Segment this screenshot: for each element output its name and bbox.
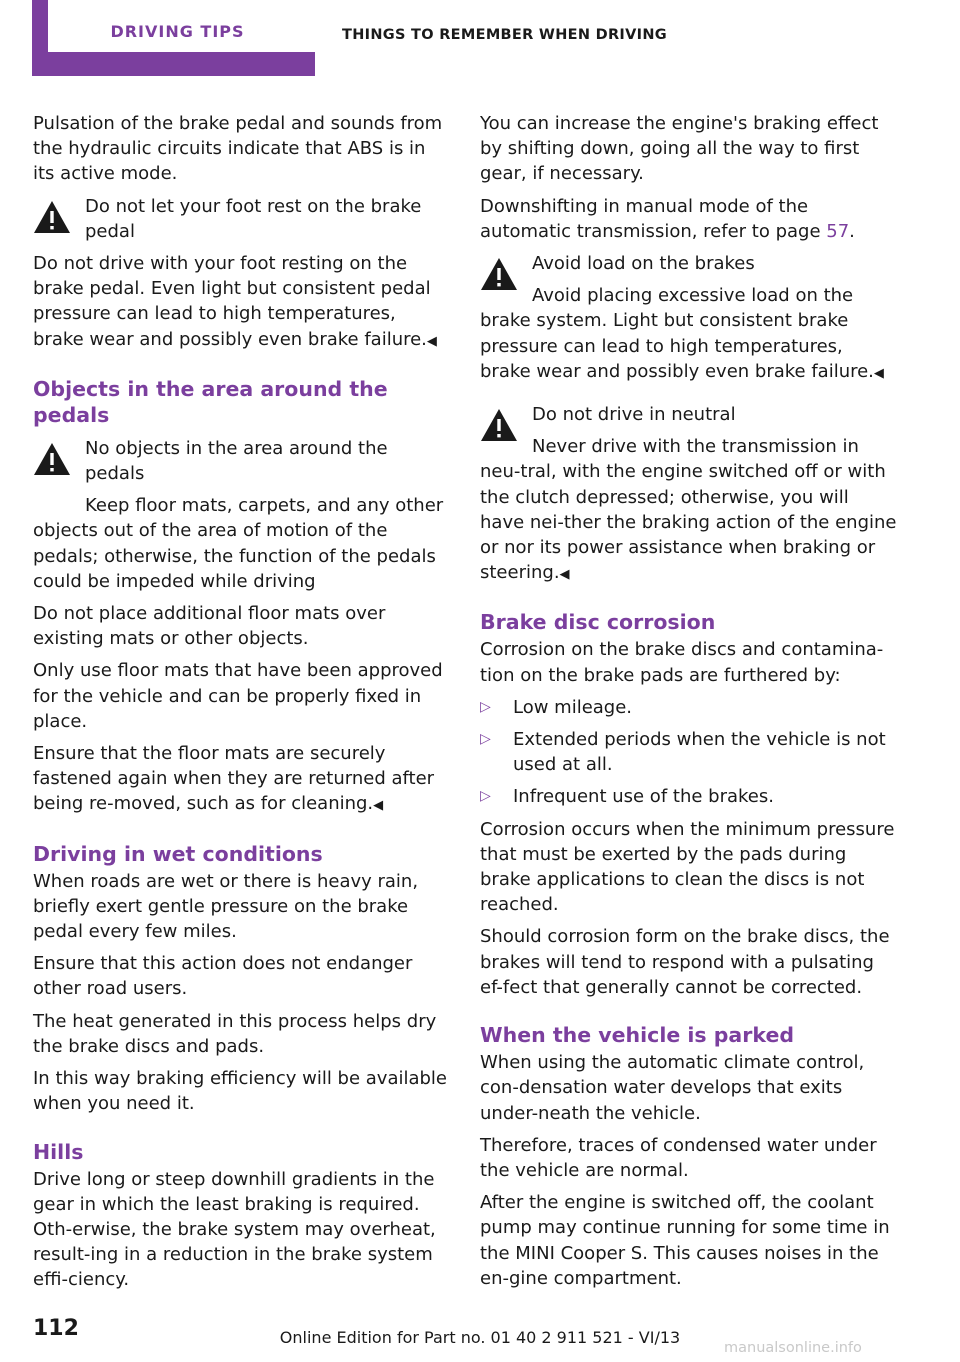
corrosion-bullet-list bbox=[480, 695, 898, 810]
heading-wet-conditions: Driving in wet conditions bbox=[33, 841, 323, 866]
paragraph: Therefore, traces of condensed water under the vehicle are normal. bbox=[480, 1134, 877, 1181]
paragraph: Should corrosion form on the brake discs, the brakes will tend to respond with a pulsating ef-fect that generally cannot be corrected. bbox=[480, 926, 890, 998]
paragraph: Drive long or steep downhill gradients in the gear in which the least braking is required. Oth-erwise, the brake system may overheat, result-ing in a reduction in the brake system effi-ciency. bbox=[33, 1168, 436, 1291]
watermark: manualsonline.info bbox=[724, 1340, 862, 1356]
warning-neutral bbox=[480, 402, 898, 587]
page-reference-link[interactable]: 57 bbox=[826, 220, 850, 242]
warning-triangle-icon bbox=[480, 408, 518, 442]
triangle-bullet-icon: ▷ bbox=[480, 698, 491, 715]
warning-body: Never drive with the transmission in neu-tral, with the engine switched off or with the clutch depressed; otherwise, you will have nei-ther the braking action of the engine or nor its power assistance when braking or steering.◀ bbox=[480, 436, 897, 584]
list-item: ▷ Low mileage. bbox=[480, 695, 898, 720]
list-item: ▷ Infrequent use of the brakes. bbox=[480, 784, 898, 809]
paragraph: After the engine is switched off, the coolant pump may continue running for some time in the MINI Cooper S. This causes noises in the en-gine compartment. bbox=[480, 1192, 890, 1289]
warning-title: Do not drive in neutral bbox=[532, 404, 736, 426]
warning-triangle-icon bbox=[33, 442, 71, 476]
section-tab-label: DRIVING TIPS bbox=[110, 22, 245, 41]
end-mark: ◀ bbox=[373, 798, 384, 814]
paragraph: Corrosion on the brake discs and contamina-tion on the brake pads are furthered by: bbox=[480, 639, 884, 686]
paragraph: Ensure that the floor mats are securely fastened again when they are returned after being re-moved, such as for cleaning.◀ bbox=[33, 743, 435, 815]
header-section-tab bbox=[32, 0, 315, 76]
heading-brake-disc-corrosion: Brake disc corrosion bbox=[480, 610, 716, 635]
end-mark: ◀ bbox=[426, 333, 437, 349]
heading-vehicle-parked: When the vehicle is parked bbox=[480, 1023, 795, 1048]
heading-objects-around-pedals: Objects in the area around the pedals bbox=[33, 376, 388, 427]
paragraph: The heat generated in this process helps dry the brake discs and pads. bbox=[33, 1010, 437, 1057]
paragraph: Only use floor mats that have been approved for the vehicle and can be properly fixed in place. bbox=[33, 660, 443, 732]
paragraph: Ensure that this action does not endanger other road users. bbox=[33, 953, 413, 1000]
warning-title: Do not let your foot rest on the brake pedal bbox=[85, 195, 422, 242]
warning-foot-rest bbox=[33, 194, 451, 244]
page-number: 112 bbox=[33, 1316, 79, 1341]
warning-title: Avoid load on the brakes bbox=[532, 253, 755, 275]
paragraph: You can increase the engine's braking effect by shifting down, going all the way to first gear, if necessary. bbox=[480, 113, 879, 185]
warning-objects-pedals bbox=[33, 436, 451, 594]
paragraph: In this way braking efficiency will be available when you need it. bbox=[33, 1068, 448, 1115]
warning-triangle-icon bbox=[33, 200, 71, 234]
left-column bbox=[33, 111, 451, 1300]
edition-footer: Online Edition for Part no. 01 40 2 911 521 - VI/13 bbox=[279, 1328, 681, 1347]
paragraph: When roads are wet or there is heavy rain, briefly exert gentle pressure on the brake pedal every few miles. bbox=[33, 870, 419, 943]
right-column bbox=[480, 111, 898, 1298]
triangle-bullet-icon: ▷ bbox=[480, 731, 491, 748]
paragraph: When using the automatic climate control, con-densation water develops that exits under-neath the vehicle. bbox=[480, 1052, 865, 1124]
chapter-title: THINGS TO REMEMBER WHEN DRIVING bbox=[342, 27, 667, 43]
paragraph: Do not place additional floor mats over existing mats or other objects. bbox=[33, 603, 386, 650]
heading-hills: Hills bbox=[33, 1139, 84, 1164]
warning-body: Keep floor mats, carpets, and any other objects out of the area of motion of the pedals; otherwise, the function of the pedals could be impeded while driving bbox=[33, 495, 444, 592]
end-mark: ◀ bbox=[559, 567, 570, 583]
warning-triangle-icon bbox=[480, 257, 518, 291]
triangle-bullet-icon: ▷ bbox=[480, 788, 491, 805]
warning-title: No objects in the area around the pedals bbox=[85, 437, 388, 485]
warning-body: Do not drive with your foot resting on the brake pedal. Even light but consistent pedal pressure can lead to high temperatures, brake wear and possibly even brake failure.◀ bbox=[33, 253, 437, 350]
end-mark: ◀ bbox=[873, 365, 884, 381]
header-tab-inner bbox=[48, 0, 323, 52]
abs-intro-paragraph: Pulsation of the brake pedal and sounds from the hydraulic circuits indicate that ABS is in its active mode. bbox=[33, 113, 443, 185]
warning-body: Avoid placing excessive load on the brake system. Light but consistent brake pressure can lead to high temperatures, brake wear and possibly even brake failure.◀ bbox=[480, 285, 884, 382]
paragraph: Corrosion occurs when the minimum pressure that must be exerted by the pads during brake applications to clean the discs is not reached. bbox=[480, 818, 895, 916]
paragraph: Downshifting in manual mode of the automatic transmission, refer to page 57. bbox=[480, 195, 855, 242]
list-item: ▷ Extended periods when the vehicle is not used at all. bbox=[480, 729, 886, 776]
warning-brake-load bbox=[480, 251, 898, 386]
